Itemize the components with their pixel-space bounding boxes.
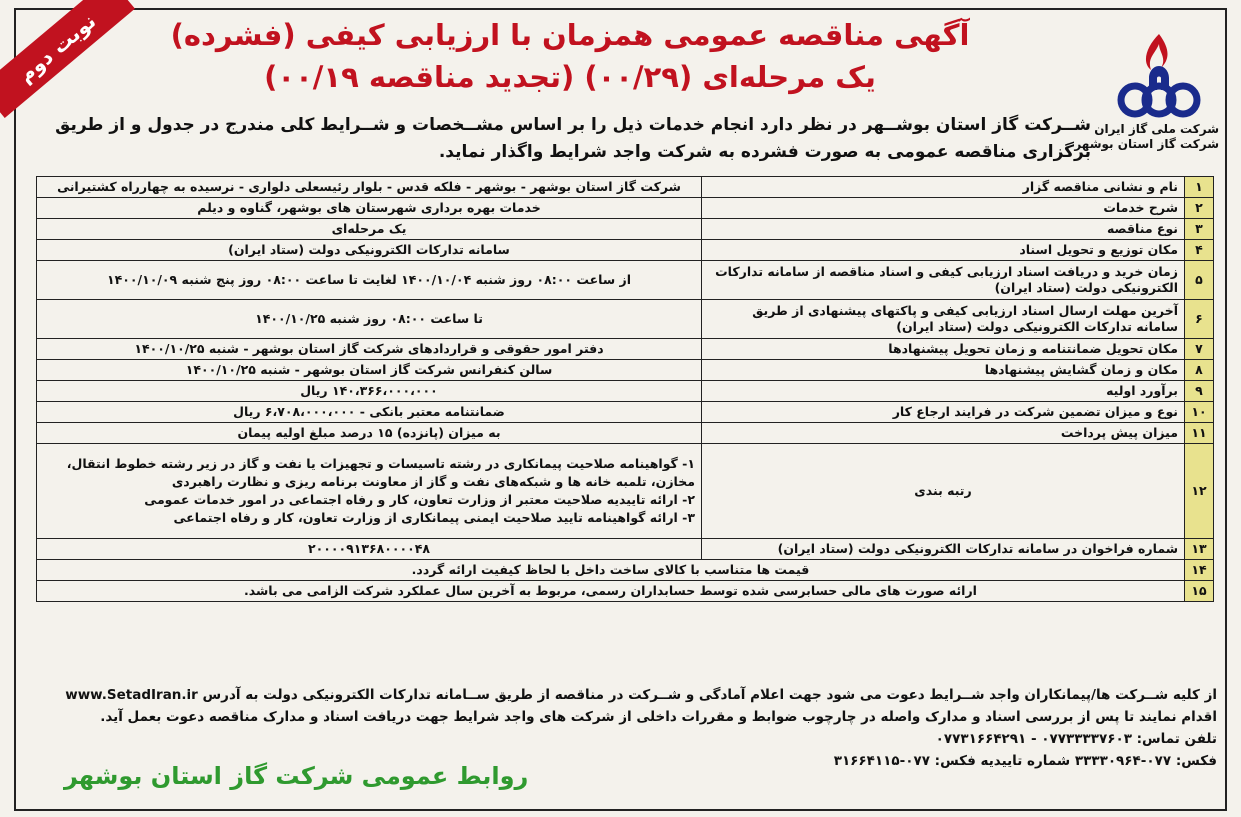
contact-fax: فکس: ۰۷۷-۳۳۳۳۰۹۶۴ شماره تاییدیه فکس: ۰۷۷-۳۱۶۶۴۱۱۵: [833, 753, 1217, 769]
company-logo: [1074, 30, 1219, 160]
table-row: [37, 423, 1214, 444]
table-row: [37, 261, 1214, 300]
table-row: [37, 339, 1214, 360]
row-value: تا ساعت ۰۸:۰۰ روز شنبه ۱۴۰۰/۱۰/۲۵: [37, 300, 702, 339]
row-number: ۶: [1185, 300, 1214, 339]
row-number: ۱: [1185, 177, 1214, 198]
row-number: ۱۰: [1185, 402, 1214, 423]
intro-paragraph: شــرکت گاز استان بوشــهر در نظر دارد انجام خدمات ذیل را بر اساس مشــخصات و شــرایط کلی مندرج در جدول و از طریق برگزاری مناقصه عمومی به صورت فشرده به شرکت واجد شرایط واگذار نماید.: [55, 115, 1091, 162]
row-value: از ساعت ۰۸:۰۰ روز شنبه ۱۴۰۰/۱۰/۰۴ لغایت تا ساعت ۰۸:۰۰ روز پنج شنبه ۱۴۰۰/۱۰/۰۹: [37, 261, 702, 300]
row-value: ۱۴۰،۳۶۶،۰۰۰،۰۰۰ ریال: [37, 381, 702, 402]
row-value: خدمات بهره برداری شهرستان های بوشهر، گناوه و دیلم: [37, 198, 702, 219]
row-number: ۱۴: [1185, 560, 1214, 581]
row-value: [37, 444, 702, 539]
advert-title-line1: آگهی مناقصه عمومی همزمان با ارزیابی کیفی (فشرده): [170, 18, 970, 52]
row-label: نوع مناقصه: [702, 219, 1185, 240]
row-label: میزان پیش پرداخت: [702, 423, 1185, 444]
row-value: ضمانتنامه معتبر بانکی - ۶،۷۰۸،۰۰۰،۰۰۰ ریال: [37, 402, 702, 423]
row-value: ۲۰۰۰۰۹۱۳۶۸۰۰۰۰۴۸: [37, 539, 702, 560]
setad-url-link[interactable]: www.SetadIran.ir: [65, 687, 198, 703]
row-label: شرح خدمات: [702, 198, 1185, 219]
row-number: ۳: [1185, 219, 1214, 240]
row-label: مکان توزیع و تحویل اسناد: [702, 240, 1185, 261]
second-notice-ribbon: نوبت دوم: [0, 0, 135, 118]
table-row: [37, 360, 1214, 381]
row-number: ۱۳: [1185, 539, 1214, 560]
logo-company-name: شرکت ملی گاز ایران: [1094, 122, 1219, 136]
row-note: ارائه صورت های مالی حسابرسی شده توسط حسابداران رسمی، مربوط به آخرین سال عملکرد شرکت الزامی می باشد.: [37, 581, 1185, 602]
advert-title-line2: یک مرحله‌ای (۰۰/۲۹) (تجدید مناقصه ۰۰/۱۹): [264, 60, 876, 94]
gas-flame-logo-icon: [1113, 30, 1205, 122]
row-number: ۱۱: [1185, 423, 1214, 444]
table-row: [37, 198, 1214, 219]
table-row: [37, 240, 1214, 261]
row-value: شرکت گاز استان بوشهر - بوشهر - فلکه قدس - بلوار رئیسعلی دلواری - نرسیده به چهارراه کشتیرانی: [37, 177, 702, 198]
row-label: نام و نشانی مناقصه گزار: [702, 177, 1185, 198]
row-value: سالن کنفرانس شرکت گاز استان بوشهر - شنبه ۱۴۰۰/۱۰/۲۵: [37, 360, 702, 381]
contact-phone: تلفن تماس: ۰۷۷۳۳۳۳۷۶۰۳ - ۰۷۷۳۱۶۶۴۲۹۱: [935, 731, 1217, 747]
row-number: ۵: [1185, 261, 1214, 300]
invitation-text-end: اقدام نمایند تا پس از بررسی اسناد و مدارک واصله در چارچوب ضوابط و مقررات داخلی از شرکت های واجد شرایط جهت دریافت اسناد و مدارک مناقصه دعوت بعمل آید.: [100, 709, 1217, 725]
row-label: آخرین مهلت ارسال اسناد ارزیابی کیفی و پاکتهای پیشنهادی از طریق سامانه تدارکات الکترونیکی دولت (ستاد ایران): [702, 300, 1185, 339]
invitation-paragraph: [30, 684, 1217, 728]
row-number: ۸: [1185, 360, 1214, 381]
row-label: زمان خرید و دریافت اسناد ارزیابی کیفی و اسناد مناقصه از سامانه تدارکات الکترونیکی دولت (ستاد ایران): [702, 261, 1185, 300]
row-number: ۲: [1185, 198, 1214, 219]
row-number: ۴: [1185, 240, 1214, 261]
row-value: سامانه تدارکات الکترونیکی دولت (ستاد ایران): [37, 240, 702, 261]
invitation-text-start: از کلیه شــرکت ها/پیمانکاران واجد شــرایط دعوت می شود جهت اعلام آمادگی و شــرکت در مناقصه از طریق ســامانه تدارکات الکترونیکی دولت به آدرس: [202, 687, 1217, 703]
logo-company-branch: شرکت گاز استان بوشهر: [1074, 137, 1219, 151]
grading-line-3: ۳- ارائه گواهینامه تایید صلاحیت ایمنی پیمانکاری از وزارت تعاون، کار و رفاه اجتماعی: [173, 510, 695, 525]
row-label: نوع و میزان تضمین شرکت در فرایند ارجاع کار: [702, 402, 1185, 423]
table-row: [37, 560, 1214, 581]
table-row: [37, 402, 1214, 423]
tender-details-table: [36, 176, 1214, 602]
table-row: [37, 581, 1214, 602]
table-row: [37, 300, 1214, 339]
row-note: قیمت ها متناسب با کالای ساخت داخل با لحاظ کیفیت ارائه گردد.: [37, 560, 1185, 581]
footer-text: [30, 684, 1217, 772]
row-label: شماره فراخوان در سامانه تدارکات الکترونیکی دولت (ستاد ایران): [702, 539, 1185, 560]
grading-line-1: ۱- گواهینامه صلاحیت پیمانکاری در رشته تاسیسات و تجهیزات یا نفت و گاز در زیر رشته خطوط انتقال، مخازن، تلمبه خانه ها و شبکه‌های نفت و گاز از معاونت برنامه ریزی و نظارت راهبردی: [66, 456, 695, 489]
row-number: ۱۲: [1185, 444, 1214, 539]
row-label: رتبه بندی: [702, 444, 1185, 539]
row-value: به میزان (پانزده) ۱۵ درصد مبلغ اولیه پیمان: [37, 423, 702, 444]
public-relations-signature: روابط عمومی شرکت گاز استان بوشهر: [64, 762, 529, 790]
table-row: [37, 177, 1214, 198]
grading-line-2: ۲- ارائه تاییدیه صلاحیت معتبر از وزارت تعاون، کار و رفاه اجتماعی در امور خدمات عمومی: [144, 492, 695, 507]
row-value: دفتر امور حقوقی و قراردادهای شرکت گاز استان بوشهر - شنبه ۱۴۰۰/۱۰/۲۵: [37, 339, 702, 360]
table-row: [37, 539, 1214, 560]
row-number: ۹: [1185, 381, 1214, 402]
row-value: یک مرحله‌ای: [37, 219, 702, 240]
row-label: برآورد اولیه: [702, 381, 1185, 402]
table-row: [37, 381, 1214, 402]
row-label: مکان و زمان گشایش پیشنهادها: [702, 360, 1185, 381]
row-label: مکان تحویل ضمانتنامه و زمان تحویل پیشنهادها: [702, 339, 1185, 360]
table-row-grading: [37, 444, 1214, 539]
row-number: ۱۵: [1185, 581, 1214, 602]
row-number: ۷: [1185, 339, 1214, 360]
table-row: [37, 219, 1214, 240]
